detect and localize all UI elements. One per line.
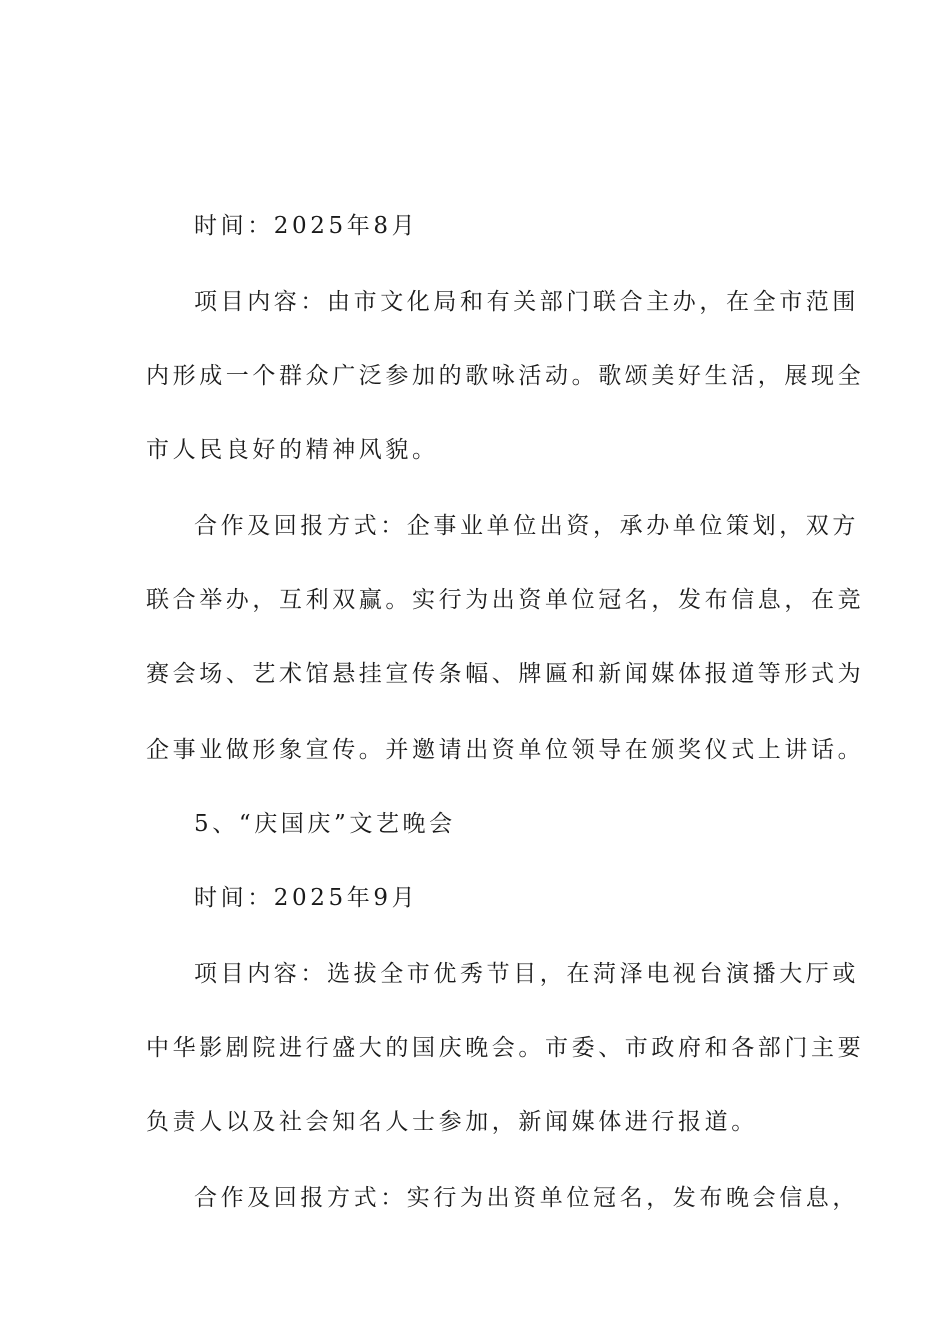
cooperation-2-line-1: 合作及回报方式：实行为出资单位冠名，发布晚会信息，: [194, 1185, 859, 1211]
time-september-line: 时间：2025年9月: [194, 885, 419, 911]
cooperation-line-3: 赛会场、艺术馆悬挂宣传条幅、牌匾和新闻媒体报道等形式为: [146, 661, 865, 687]
cooperation-line-2: 联合举办，互利双赢。实行为出资单位冠名，发布信息，在竞: [146, 587, 865, 613]
time-august-line: 时间：2025年8月: [194, 213, 419, 239]
project-content-2-line-1: 项目内容：选拔全市优秀节目，在菏泽电视台演播大厅或: [194, 961, 859, 987]
project-content-line-1: 项目内容：由市文化局和有关部门联合主办，在全市范围: [194, 289, 859, 315]
section-heading-national-day: 5、“庆国庆”文艺晚会: [194, 811, 456, 837]
project-content-line-2: 内形成一个群众广泛参加的歌咏活动。歌颂美好生活，展现全: [146, 363, 865, 389]
cooperation-line-1: 合作及回报方式：企事业单位出资，承办单位策划，双方: [194, 513, 859, 539]
project-content-line-3: 市人民良好的精神风貌。: [146, 437, 439, 463]
project-content-2-line-2: 中华影剧院进行盛大的国庆晚会。市委、市政府和各部门主要: [146, 1035, 865, 1061]
cooperation-line-4: 企事业做形象宣传。并邀请出资单位领导在颁奖仪式上讲话。: [146, 737, 865, 763]
project-content-2-line-3: 负责人以及社会知名人士参加，新闻媒体进行报道。: [146, 1109, 758, 1135]
